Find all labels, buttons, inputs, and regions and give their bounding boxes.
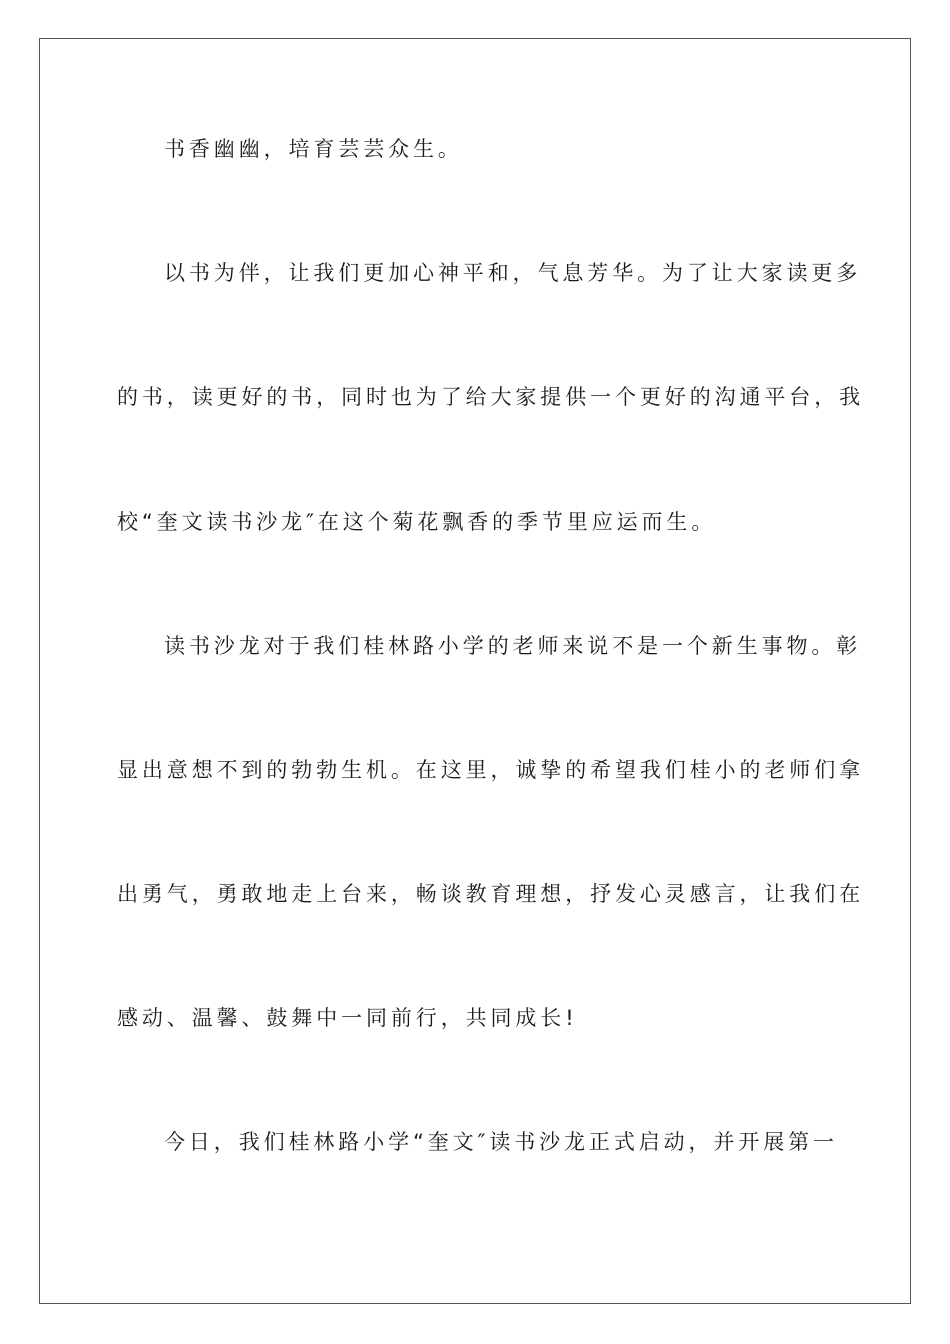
paragraph-line: 读书沙龙对于我们桂林路小学的老师来说不是一个新生事物。彰 <box>164 634 862 658</box>
paragraph-line: 感动、温馨、鼓舞中一同前行，共同成长! <box>117 1006 578 1030</box>
page-frame <box>39 38 911 1304</box>
paragraph-line: 的书，读更好的书，同时也为了给大家提供一个更好的沟通平台，我 <box>117 385 864 409</box>
paragraph-line: 今日，我们桂林路小学“奎文″读书沙龙正式启动，并开展第一 <box>164 1130 838 1154</box>
paragraph-line: 书香幽幽，培育芸芸众生。 <box>164 137 463 161</box>
paragraph-line: 出勇气，勇敢地走上台来，畅谈教育理想，抒发心灵感言，让我们在 <box>117 882 864 906</box>
paragraph-line: 显出意想不到的勃勃生机。在这里，诚挚的希望我们桂小的老师们拿 <box>117 758 864 782</box>
paragraph-line: 以书为伴，让我们更加心神平和，气息芳华。为了让大家读更多 <box>164 261 862 285</box>
paragraph-line: 校“奎文读书沙龙″在这个菊花飘香的季节里应运而生。 <box>117 510 717 534</box>
